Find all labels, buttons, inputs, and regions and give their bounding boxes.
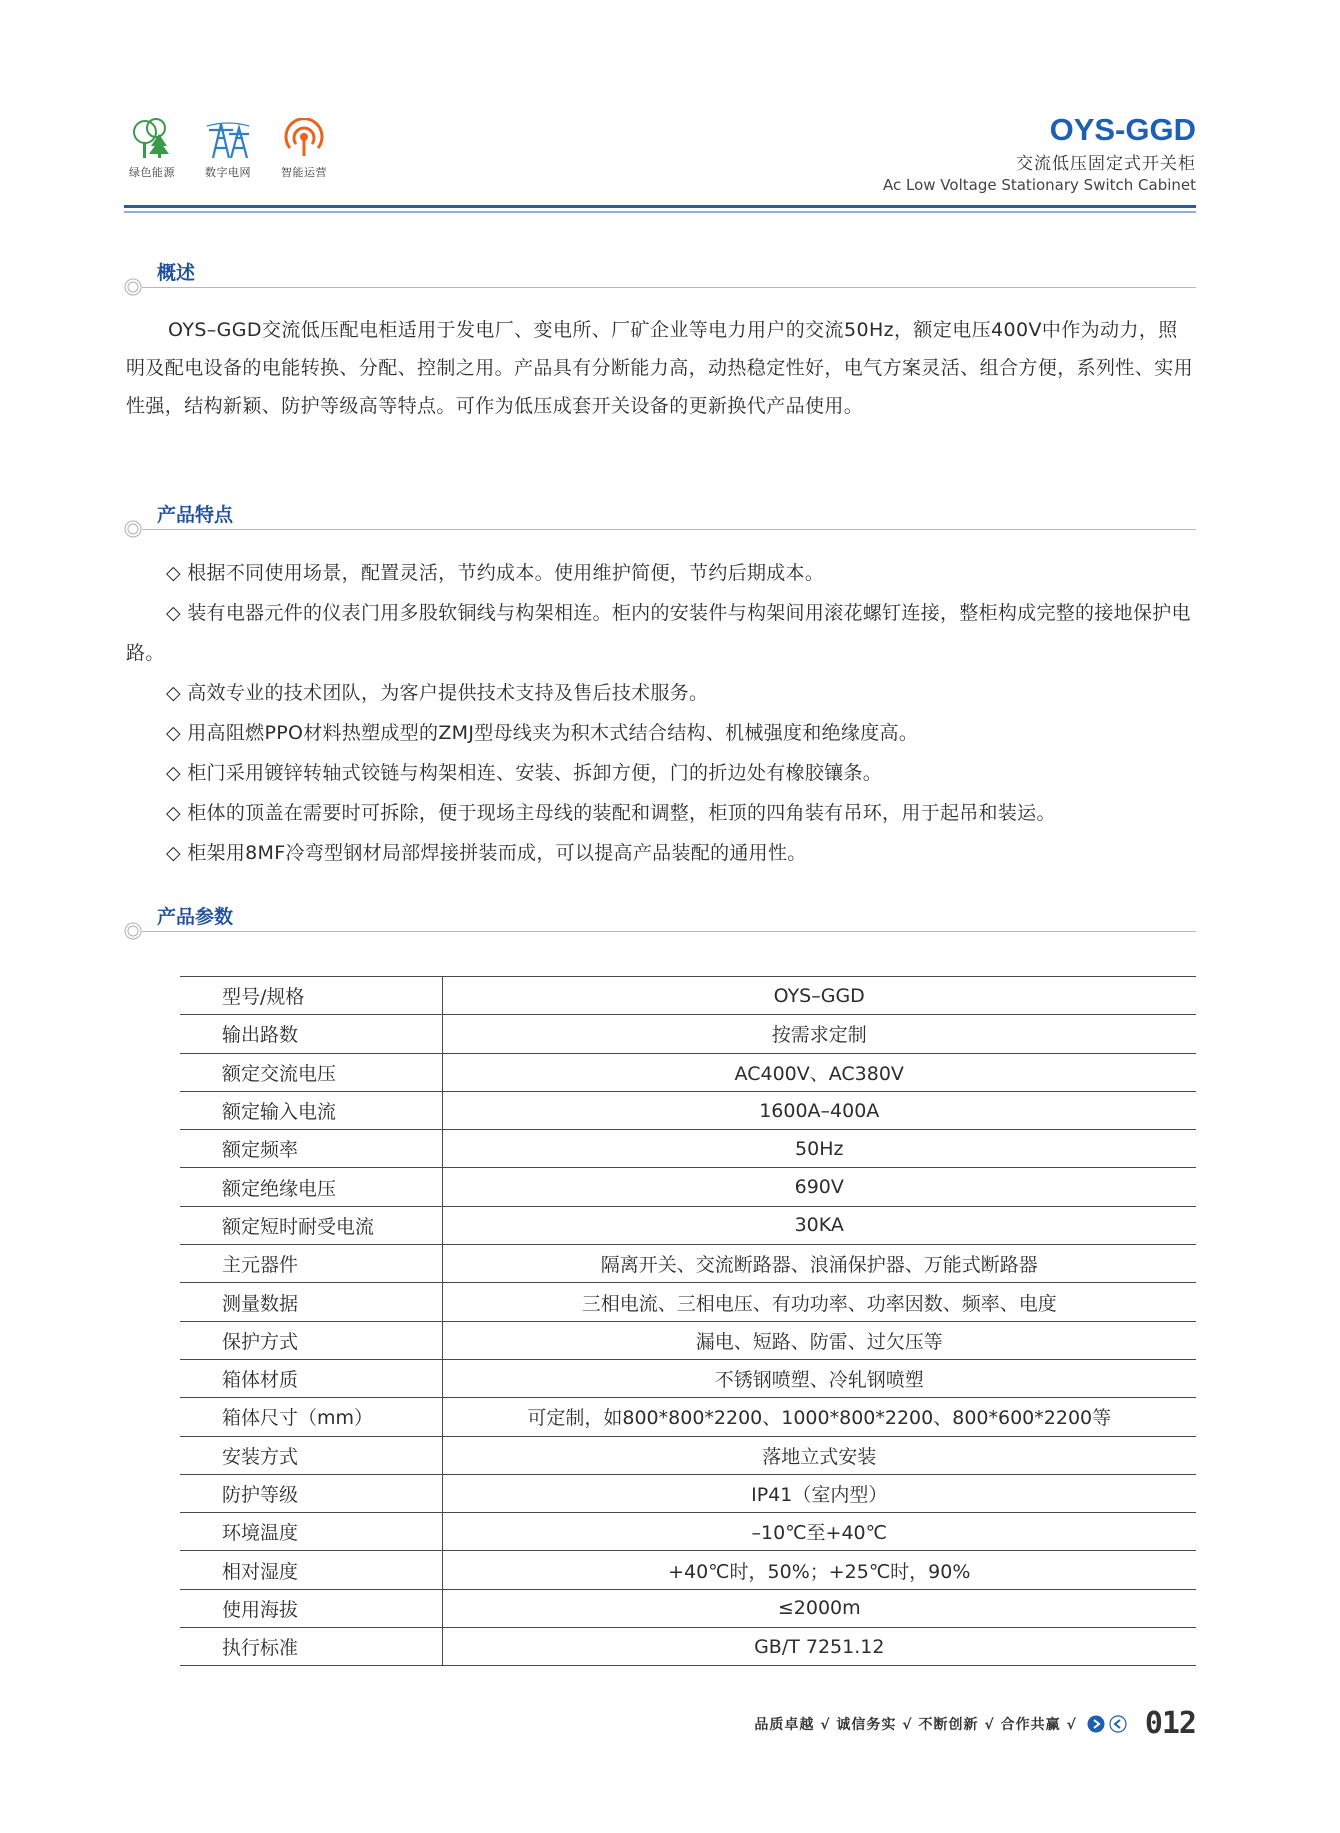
spec-key: 相对湿度 [180, 1551, 442, 1589]
header-brand [883, 113, 1196, 194]
table-row [180, 1168, 1196, 1206]
table-row [180, 1091, 1196, 1129]
spec-table [180, 976, 1196, 1666]
table-row [180, 1398, 1196, 1436]
spec-value: 三相电流、三相电压、有功功率、功率因数、频率、电度 [442, 1283, 1196, 1321]
spec-key: 额定交流电压 [180, 1053, 442, 1091]
table-row [180, 1589, 1196, 1627]
list-item: ◇ 柜体的顶盖在需要时可拆除，便于现场主母线的装配和调整，柜顶的四角装有吊环，用于起吊和装运。 [166, 802, 1056, 824]
table-row [180, 1015, 1196, 1053]
list-item: ◇ 高效专业的技术团队，为客户提供技术支持及售后技术服务。 [166, 682, 709, 704]
spec-value: OYS–GGD [442, 977, 1196, 1015]
spec-key: 输出路数 [180, 1015, 442, 1053]
tree-icon [129, 118, 175, 158]
table-row [180, 1321, 1196, 1359]
spec-value: –10℃至+40℃ [442, 1513, 1196, 1551]
spec-key: 额定绝缘电压 [180, 1168, 442, 1206]
table-row [180, 1130, 1196, 1168]
product-title-en: Ac Low Voltage Stationary Switch Cabinet [882, 176, 1196, 194]
section-title: 产品参数 [157, 906, 234, 928]
section-bullet-icon [124, 922, 142, 940]
logo-green-energy [124, 118, 180, 180]
features-list [126, 553, 1198, 873]
table-row [180, 1436, 1196, 1474]
spec-value: +40℃时，50%；+25℃时，90% [442, 1551, 1196, 1589]
spec-key: 保护方式 [180, 1321, 442, 1359]
table-row [180, 1551, 1196, 1589]
table-row [180, 1628, 1196, 1666]
table-row [180, 1206, 1196, 1244]
spec-key: 执行标准 [180, 1628, 442, 1666]
logo-label: 智能运营 [281, 166, 327, 179]
table-row [180, 1513, 1196, 1551]
overview-text: OYS–GGD交流低压配电柜适用于发电厂、变电所、厂矿企业等电力用户的交流50Hz，额定电压400V中作为动力，照明及配电设备的电能转换、分配、控制之用。产品具有分断能力高，动热稳定性好，电气方案灵活、组合方便，系列性、实用性强，结构新颖、防护等级高等特点。可作为低压成套开关设备的更新换代产品使用。 [126, 319, 1194, 417]
section-rule [142, 931, 1196, 932]
table-row [180, 977, 1196, 1015]
power-tower-icon [205, 118, 251, 158]
spec-value: 不锈钢喷塑、冷轧钢喷塑 [442, 1359, 1196, 1397]
spec-key: 箱体尺寸（mm） [180, 1398, 442, 1436]
logo-digital-grid [200, 118, 256, 180]
logo-smart-ops [276, 118, 332, 180]
spec-value: 漏电、短路、防雷、过欠压等 [442, 1321, 1196, 1359]
spec-key: 额定输入电流 [180, 1091, 442, 1129]
next-page-icon[interactable] [1087, 1715, 1105, 1733]
spec-key: 使用海拔 [180, 1589, 442, 1627]
spec-key: 额定频率 [180, 1130, 442, 1168]
list-item: ◇ 根据不同使用场景，配置灵活，节约成本。使用维护简便，节约后期成本。 [166, 562, 825, 584]
table-row [180, 1359, 1196, 1397]
spec-key: 环境温度 [180, 1513, 442, 1551]
spec-value: 690V [442, 1168, 1196, 1206]
spec-value: IP41（室内型） [442, 1474, 1196, 1512]
spec-value: 落地立式安装 [442, 1436, 1196, 1474]
prev-page-icon[interactable] [1109, 1715, 1127, 1733]
list-item: ◇ 柜门采用镀锌转轴式铰链与构架相连、安装、拆卸方便，门的折边处有橡胶镶条。 [166, 762, 883, 784]
section-rule [142, 287, 1196, 288]
spec-value: GB/T 7251.12 [442, 1628, 1196, 1666]
signal-icon [281, 118, 327, 158]
product-title-cn: 交流低压固定式开关柜 [1016, 154, 1196, 174]
list-item: ◇ 装有电器元件的仪表门用多股软铜线与构架相连。柜内的安装件与构架间用滚花螺钉连接，整柜构成完整的接地保护电路。 [126, 602, 1191, 664]
header-divider-light [124, 211, 1196, 213]
spec-key: 安装方式 [180, 1436, 442, 1474]
footer-slogan: 品质卓越 √ 诚信务实 √ 不断创新 √ 合作共赢 √ [754, 1716, 1077, 1733]
header-logos [124, 118, 332, 180]
section-bullet-icon [124, 520, 142, 538]
spec-key: 主元器件 [180, 1245, 442, 1283]
section-title: 概述 [157, 262, 196, 284]
spec-key: 箱体材质 [180, 1359, 442, 1397]
spec-value: 按需求定制 [442, 1015, 1196, 1053]
table-row [180, 1283, 1196, 1321]
footer [754, 1706, 1196, 1741]
section-params-heading [124, 902, 1196, 942]
spec-key: 型号/规格 [180, 977, 442, 1015]
header-divider [124, 205, 1196, 208]
spec-value: 可定制，如800*800*2200、1000*800*2200、800*600*2200等 [442, 1398, 1196, 1436]
spec-key: 测量数据 [180, 1283, 442, 1321]
section-rule [142, 529, 1196, 530]
spec-value: 30KA [442, 1206, 1196, 1244]
section-bullet-icon [124, 278, 142, 296]
spec-key: 防护等级 [180, 1474, 442, 1512]
logo-label: 数字电网 [205, 166, 251, 179]
table-row [180, 1053, 1196, 1091]
section-overview-heading [124, 258, 1196, 298]
section-title: 产品特点 [157, 504, 234, 526]
spec-value: 1600A–400A [442, 1091, 1196, 1129]
table-row [180, 1474, 1196, 1512]
spec-value: ≤2000m [442, 1589, 1196, 1627]
product-model: OYS-GGD [1049, 112, 1196, 147]
spec-value: 50Hz [442, 1130, 1196, 1168]
logo-label: 绿色能源 [129, 166, 175, 179]
table-row [180, 1245, 1196, 1283]
list-item: ◇ 用高阻燃PPO材料热塑成型的ZMJ型母线夹为积木式结合结构、机械强度和绝缘度高。 [166, 722, 919, 744]
spec-value: 隔离开关、交流断路器、浪涌保护器、万能式断路器 [442, 1245, 1196, 1283]
page-number: 012 [1144, 1706, 1196, 1741]
list-item: ◇ 柜架用8MF冷弯型钢材局部焊接拼装而成，可以提高产品装配的通用性。 [166, 842, 807, 864]
spec-key: 额定短时耐受电流 [180, 1206, 442, 1244]
section-features-heading [124, 500, 1196, 540]
spec-value: AC400V、AC380V [442, 1053, 1196, 1091]
